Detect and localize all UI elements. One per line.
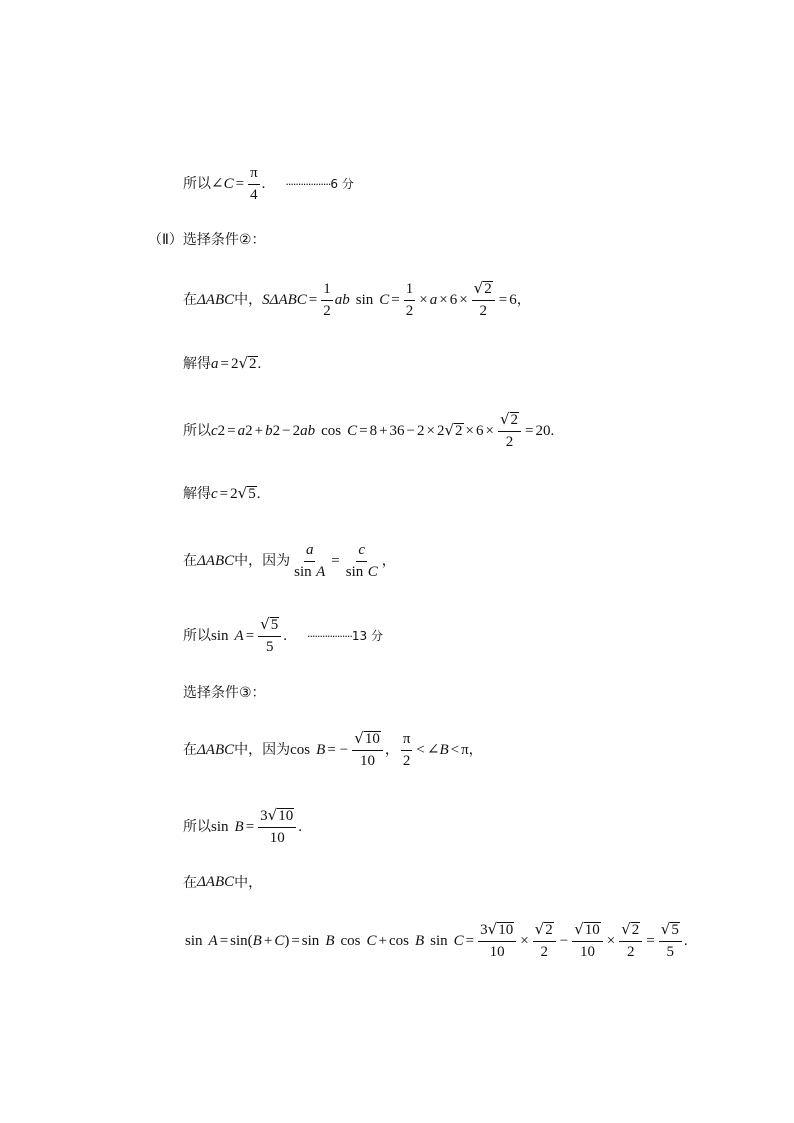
line-cos-b: 在 ΔABC 中，因为 cos B = − √ 10 10 ， $\frac{\pi}{2}$ < ∠ B < π ， bbox=[183, 729, 483, 769]
line-sin-a-result: 所以 sin A = √ 5 5 . ·················· 13 分 bbox=[183, 615, 384, 655]
line-angle-c: 所以 ∠ C = $\frac{\pi}{4}$ . ·················· 6 分 bbox=[183, 165, 354, 203]
line-law-of-cosines: 所以 c 2 = a 2 + b 2 − 2 ab cos C = 8 + 36 − 2 × 2 √ 2 × 6 × √ 2 2 = 20 . bbox=[183, 410, 555, 450]
text-suoyi: 所以 bbox=[183, 176, 211, 192]
score-label: 6 分 bbox=[330, 177, 354, 191]
score-leader-dots: ·················· bbox=[306, 629, 352, 643]
score-leader-dots: ·················· bbox=[285, 177, 331, 191]
section-heading-condition-3: 选择条件③： bbox=[183, 685, 266, 701]
line-sin-a-sum-formula: sin A = sin ( B + C ) = sin B cos C + cos B sin C = 3 √ 10 10 × √ 2 2 − √ 10 10 × √ 2 2 = √ 5 5 . bbox=[185, 920, 688, 960]
score-label: 13 分 bbox=[351, 629, 384, 644]
line-sin-b: 所以 sin B = 3 √ 10 10 . bbox=[183, 806, 302, 846]
line-solve-c: 解得 c = 2 √ 5 . bbox=[183, 484, 261, 503]
line-solve-a: 解得 a = 2 √ 2 . bbox=[183, 354, 262, 373]
line-area-formula: 在 ΔABC 中， S ΔABC = $\frac{1}{2}$ ab sin C = $\frac{1}{2}$ × a × 6 × √ 2 2 = 6 ， bbox=[183, 279, 531, 319]
section-heading-condition-2: （Ⅱ）选择条件②： bbox=[148, 232, 266, 248]
line-law-of-sines: 在 ΔABC 中，因为 $\frac{a}{\text{sin A}}$ = $\frac{c}{\text{sin C}}$ ， bbox=[183, 542, 396, 580]
fraction-pi-over-4: $\frac{\pi}{4}$ bbox=[250, 165, 258, 203]
line-in-triangle: 在 ΔABC 中， bbox=[183, 874, 263, 891]
